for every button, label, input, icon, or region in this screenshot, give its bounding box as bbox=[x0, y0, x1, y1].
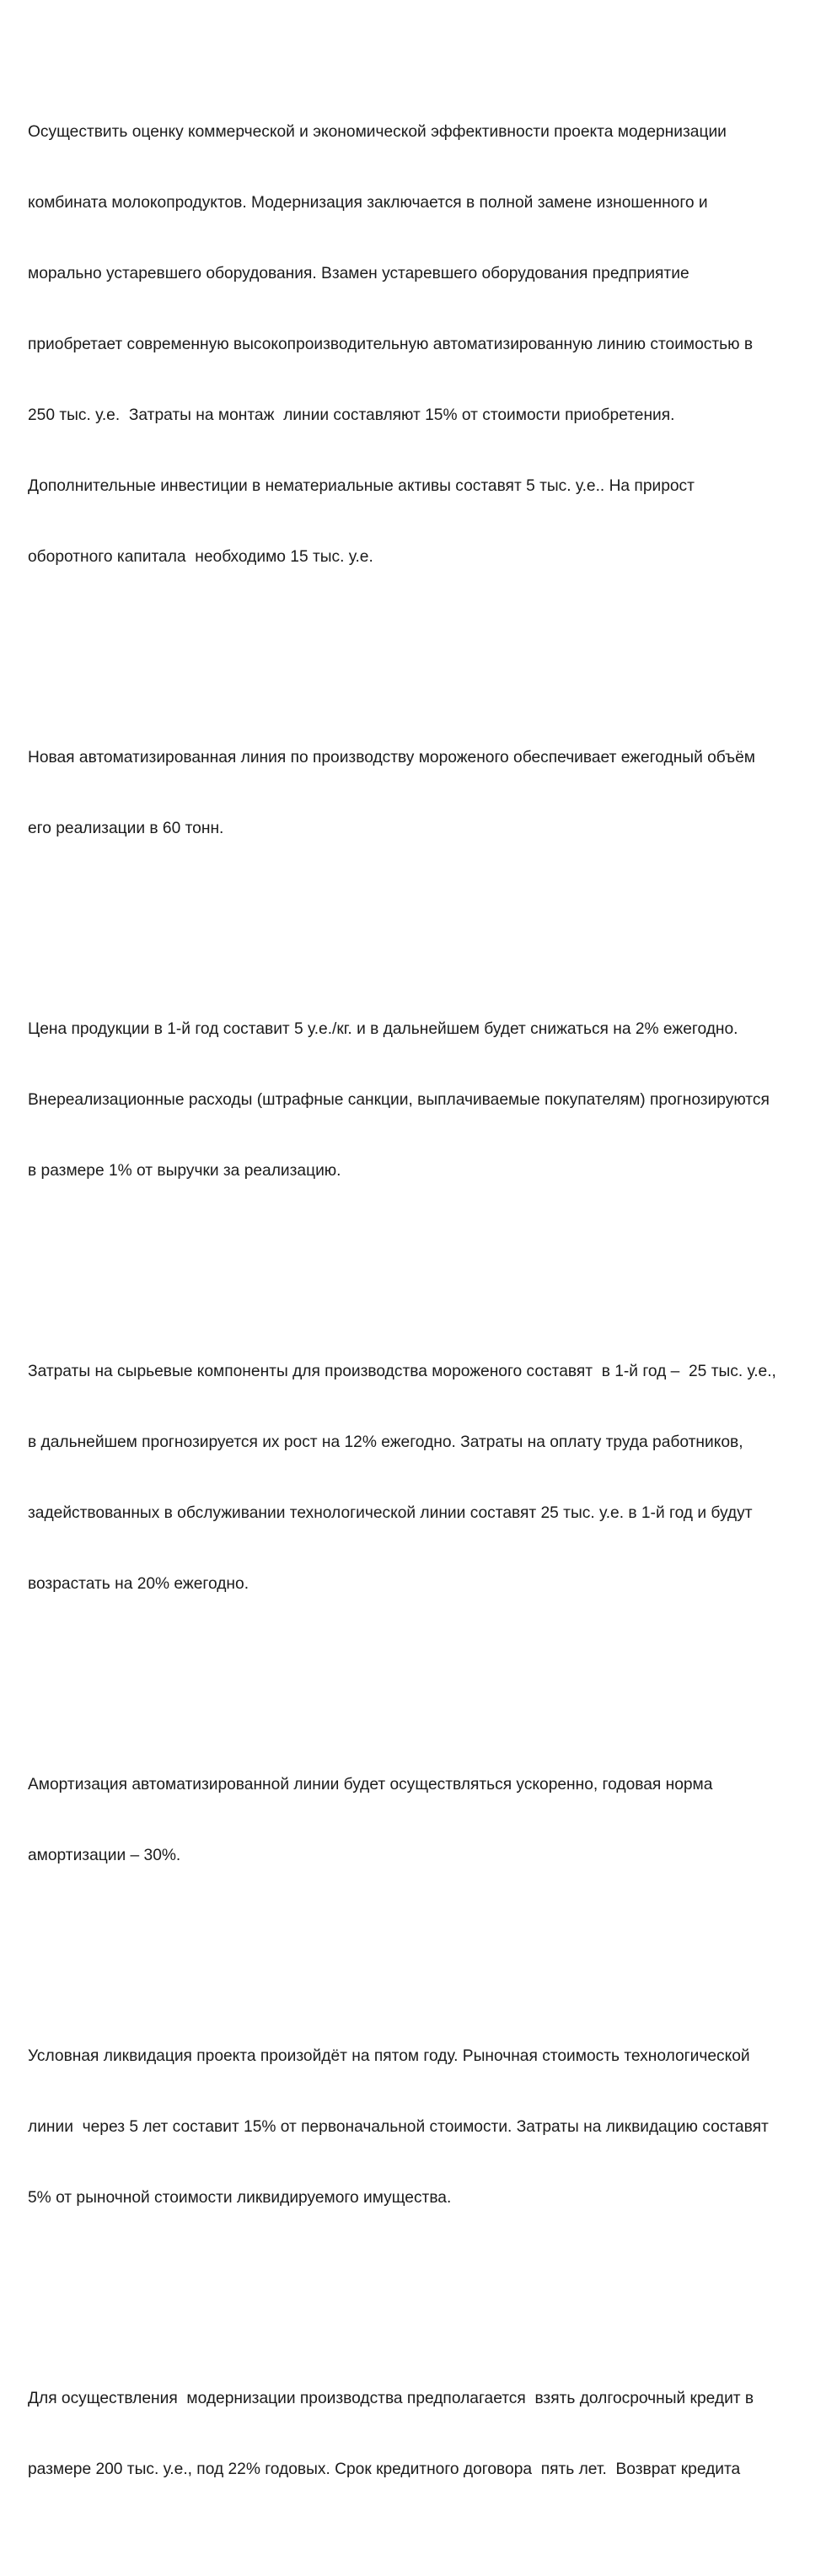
paragraph-costs bbox=[28, 1313, 830, 1643]
text-line: Цена продукции в 1-й год составит 5 у.е./кг. и в дальнейшем будет снижаться на 2% ежегодно. bbox=[28, 1020, 738, 1038]
text-line: в дальнейшем прогнозируется их рост на 12% ежегодно. Затраты на оплату труда работников, bbox=[28, 1433, 743, 1451]
text-line: Амортизация автоматизированной линии будет осуществляться ускоренно, годовая норма bbox=[28, 1776, 713, 1794]
text-line: оборотного капитала необходимо 15 тыс. у.е. bbox=[28, 548, 373, 566]
paragraph-liquidation bbox=[28, 1998, 830, 2257]
text-line: его реализации в 60 тонн. bbox=[28, 820, 224, 837]
text-line: линии через 5 лет составит 15% от первоначальной стоимости. Затраты на ликвидацию составят bbox=[28, 2118, 769, 2136]
paragraph-depreciation bbox=[28, 1726, 830, 1915]
text-line: 250 тыс. у.е. Затраты на монтаж линии составляют 15% от стоимости приобретения. bbox=[28, 406, 675, 424]
text-line: в размере 1% от выручки за реализацию. bbox=[28, 1162, 341, 1180]
paragraph-project-description bbox=[28, 73, 830, 616]
text-line: размере 200 тыс. у.е., под 22% годовых. Срок кредитного договора пять лет. Возврат кредита bbox=[28, 2460, 741, 2478]
text-line: Внереализационные расходы (штрафные санкции, выплачиваемые покупателям) прогнозируются bbox=[28, 1091, 770, 1109]
text-line: комбината молокопродуктов. Модернизация заключается в полной замене изношенного и bbox=[28, 194, 708, 212]
text-line: возрастать на 20% ежегодно. bbox=[28, 1575, 249, 1593]
paragraph-credit bbox=[28, 2340, 830, 2529]
document-body bbox=[28, 3, 830, 2576]
text-line: Условная ликвидация проекта произойдёт на пятом году. Рыночная стоимость технологической bbox=[28, 2047, 750, 2065]
text-line: амортизации – 30%. bbox=[28, 1847, 181, 1864]
text-line: Осуществить оценку коммерческой и экономической эффективности проекта модернизации bbox=[28, 123, 727, 141]
text-line: Для осуществления модернизации производства предполагается взять долгосрочный кредит в bbox=[28, 2390, 754, 2407]
text-line: приобретает современную высокопроизводительную автоматизированную линию стоимостью в bbox=[28, 336, 754, 353]
text-line: морально устаревшего оборудования. Взамен устаревшего оборудования предприятие bbox=[28, 265, 689, 282]
text-line: Новая автоматизированная линия по производству мороженого обеспечивает ежегодный объём bbox=[28, 749, 756, 766]
text-line: Дополнительные инвестиции в нематериальные активы составят 5 тыс. у.е.. На прирост bbox=[28, 477, 695, 495]
text-line: Затраты на сырьевые компоненты для производства мороженого составят в 1-й год – 25 тыс. у.е., bbox=[28, 1363, 776, 1380]
paragraph-product-price bbox=[28, 971, 830, 1230]
text-line: 5% от рыночной стоимости ликвидируемого имущества. bbox=[28, 2189, 452, 2207]
paragraph-production-volume bbox=[28, 699, 830, 888]
text-line: задействованных в обслуживании технологической линии составят 25 тыс. у.е. в 1-й год и будут bbox=[28, 1504, 753, 1522]
